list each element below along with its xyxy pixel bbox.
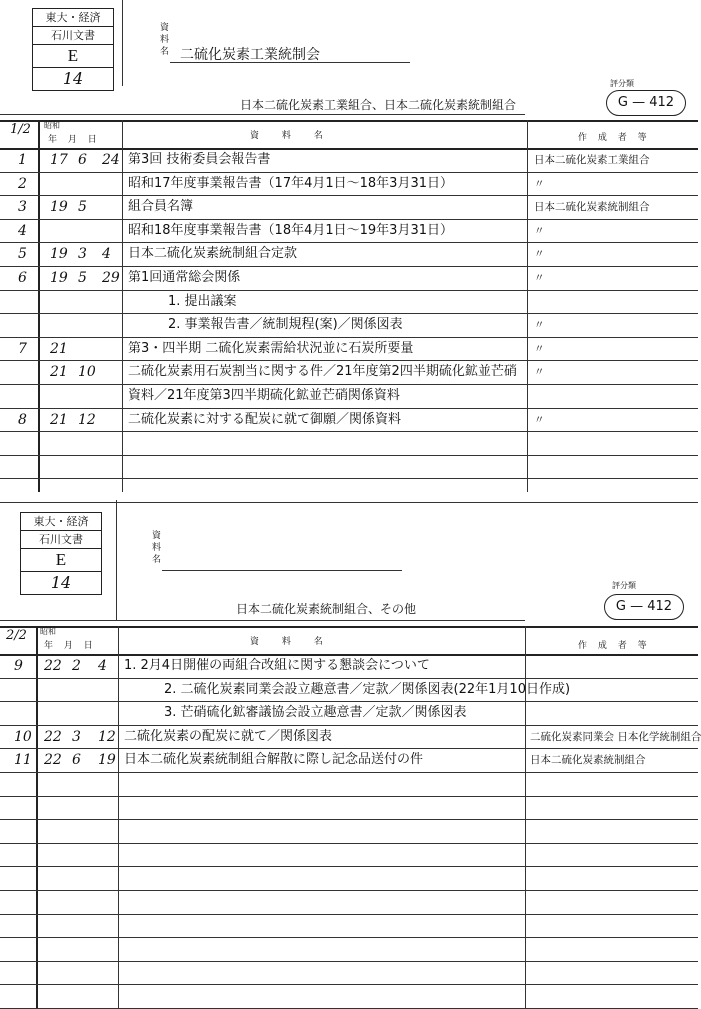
- row-day: 12: [98, 728, 116, 745]
- header-author: 作 成 者 等: [578, 133, 651, 143]
- row-number: 5: [18, 246, 27, 263]
- row-title: 資料／21年度第3四半期硫化鉱並芒硝関係資料: [128, 388, 400, 403]
- row-month: 3: [78, 246, 87, 263]
- archive-stamp: [32, 8, 114, 91]
- row-author: 二硫化炭素同業会 日本化学統制組合: [530, 730, 701, 743]
- row-title: 第3回 技術委員会報告書: [128, 152, 271, 167]
- material-label: 資料名: [160, 23, 170, 57]
- stamp-letter: E: [33, 45, 113, 68]
- row-title: 組合員名簿: [128, 199, 194, 215]
- row-day: 29: [102, 270, 120, 286]
- row-author: 日本二硫化炭素統制組合: [534, 201, 650, 214]
- row-divider: [0, 984, 698, 985]
- row-author: 日本二硫化炭素工業組合: [534, 154, 650, 166]
- row-author: 〃: [534, 248, 545, 261]
- header-date-2: 年 月 日: [44, 641, 97, 651]
- row-month: 6: [78, 152, 87, 168]
- row-year: 17: [50, 152, 68, 168]
- row-author: 日本二硫化炭素統制組合: [530, 754, 646, 767]
- row-divider: [0, 195, 698, 196]
- row-author: 〃: [534, 319, 545, 332]
- row-divider: [0, 796, 698, 797]
- material-label-2: 資料名: [152, 531, 162, 565]
- row-title: 昭和18年度事業報告書（18年4月1日～19年3月31日）: [128, 222, 453, 238]
- row-divider: [0, 455, 698, 456]
- sheet2-sheet-number: 2/2: [6, 628, 27, 643]
- stamp-collection: 石川文書: [33, 27, 113, 45]
- row-divider: [0, 219, 698, 220]
- row-author: 〃: [534, 224, 545, 237]
- row-day: 4: [98, 658, 107, 674]
- row-month: 3: [72, 728, 81, 745]
- row-divider: [0, 678, 698, 679]
- row-month: 5: [78, 270, 87, 286]
- row-divider: [0, 866, 698, 867]
- stamp-owner: 東大・経済: [33, 9, 113, 27]
- row-title: 1. 提出議案: [168, 293, 237, 309]
- row-divider: [0, 725, 698, 726]
- row-author: 〃: [534, 342, 545, 355]
- sheet1-main-title: 二硫化炭素工業統制会: [180, 47, 320, 63]
- row-divider: [0, 478, 698, 479]
- row-divider: [0, 408, 698, 409]
- row-title: 第1回通常総会関係: [128, 270, 241, 285]
- row-title: 二硫化炭素の配炭に就て／関係図表: [124, 728, 333, 744]
- row-number: 6: [18, 270, 27, 286]
- row-year: 19: [50, 270, 68, 286]
- stamp-owner: 東大・経済: [21, 513, 101, 531]
- sheet1-sheet-number: 1/2: [10, 122, 31, 137]
- sheet2-classification-code: G — 412: [604, 594, 684, 620]
- header-author-2: 作 成 者 等: [578, 641, 651, 651]
- row-divider: [0, 961, 698, 962]
- row-divider: [0, 843, 698, 844]
- stamp-collection: 石川文書: [21, 531, 101, 549]
- row-title: 2. 二硫化炭素同業会設立趣意書／定款／関係図表(22年1月10日作成): [164, 681, 571, 697]
- sheet1-classification-label: 評分類: [610, 79, 634, 88]
- row-number: 3: [18, 199, 27, 216]
- header-era: 昭和: [44, 121, 60, 130]
- row-divider: [0, 748, 698, 749]
- sheet2-subtitle: 日本二硫化炭素統制組合、その他: [236, 602, 417, 616]
- row-number: 2: [18, 175, 27, 192]
- row-divider: [0, 819, 698, 820]
- header-material: 資 料 名: [250, 131, 333, 141]
- stamp-number: 14: [50, 573, 72, 592]
- row-title: 日本二硫化炭素統制組合解散に際し記念品送付の件: [124, 752, 424, 768]
- header-date: 年 月 日: [48, 135, 101, 145]
- row-number: 10: [14, 728, 32, 745]
- row-day: 19: [98, 752, 116, 769]
- row-year: 19: [50, 246, 68, 263]
- row-title: 2. 事業報告書／統制規程(案)／関係図表: [168, 317, 403, 333]
- row-divider: [0, 172, 698, 173]
- row-divider: [0, 914, 698, 915]
- row-month: 6: [72, 752, 81, 769]
- row-year: 22: [44, 752, 62, 769]
- row-day: 4: [102, 246, 111, 263]
- row-number: 1: [18, 152, 27, 168]
- row-year: 21: [50, 411, 68, 428]
- archive-stamp-2: [20, 512, 102, 595]
- row-year: 21: [50, 340, 68, 357]
- row-month: 10: [78, 364, 96, 381]
- row-year: 22: [44, 728, 62, 745]
- row-month: 12: [78, 411, 96, 428]
- row-divider: [0, 337, 698, 338]
- row-title: 1. 2月4日開催の両組合改組に関する懇談会について: [124, 658, 430, 673]
- row-divider: [0, 266, 698, 267]
- row-divider: [0, 502, 698, 503]
- row-year: 19: [50, 199, 68, 216]
- sheet1-subtitle: 日本二硫化炭素工業組合、日本二硫化炭素統制組合: [240, 98, 517, 112]
- row-author: 〃: [534, 177, 545, 190]
- sheet1-classification-code: G — 412: [606, 90, 686, 116]
- row-year: 22: [44, 658, 62, 674]
- row-divider: [0, 242, 698, 243]
- row-number: 11: [14, 752, 32, 769]
- row-number: 8: [18, 411, 27, 428]
- row-month: 5: [78, 199, 87, 216]
- row-author: 〃: [534, 272, 545, 284]
- row-divider: [0, 360, 698, 361]
- row-number: 7: [18, 340, 27, 357]
- row-number: 4: [18, 222, 27, 239]
- row-divider: [0, 701, 698, 702]
- row-divider: [0, 937, 698, 938]
- row-author: 〃: [534, 366, 545, 379]
- stamp-number: 14: [62, 69, 84, 88]
- row-title: 第3・四半期 二硫化炭素需給状況並に石炭所要量: [128, 340, 414, 356]
- row-title: 3. 芒硝硫化鉱審議協会設立趣意書／定款／関係図表: [164, 705, 467, 721]
- row-divider: [0, 431, 698, 432]
- row-number: 9: [14, 658, 23, 674]
- row-month: 2: [72, 658, 81, 674]
- row-author: 〃: [534, 413, 545, 426]
- row-title: 二硫化炭素に対する配炭に就て御願／関係資料: [128, 411, 402, 427]
- row-divider: [0, 890, 698, 891]
- header-era-2: 昭和: [40, 627, 56, 636]
- row-year: 21: [50, 364, 68, 381]
- row-divider: [0, 313, 698, 314]
- sheet2-classification-label: 評分類: [612, 581, 636, 590]
- row-day: 24: [102, 152, 120, 168]
- row-divider: [0, 290, 698, 291]
- row-divider: [0, 772, 698, 773]
- row-divider: [0, 384, 698, 385]
- row-title: 二硫化炭素用石炭割当に関する件／21年度第2四半期硫化鉱並芒硝: [128, 364, 517, 380]
- row-title: 日本二硫化炭素統制組合定款: [128, 246, 298, 262]
- header-material-2: 資 料 名: [250, 637, 333, 647]
- stamp-letter: E: [21, 549, 101, 572]
- row-title: 昭和17年度事業報告書（17年4月1日～18年3月31日）: [128, 175, 453, 191]
